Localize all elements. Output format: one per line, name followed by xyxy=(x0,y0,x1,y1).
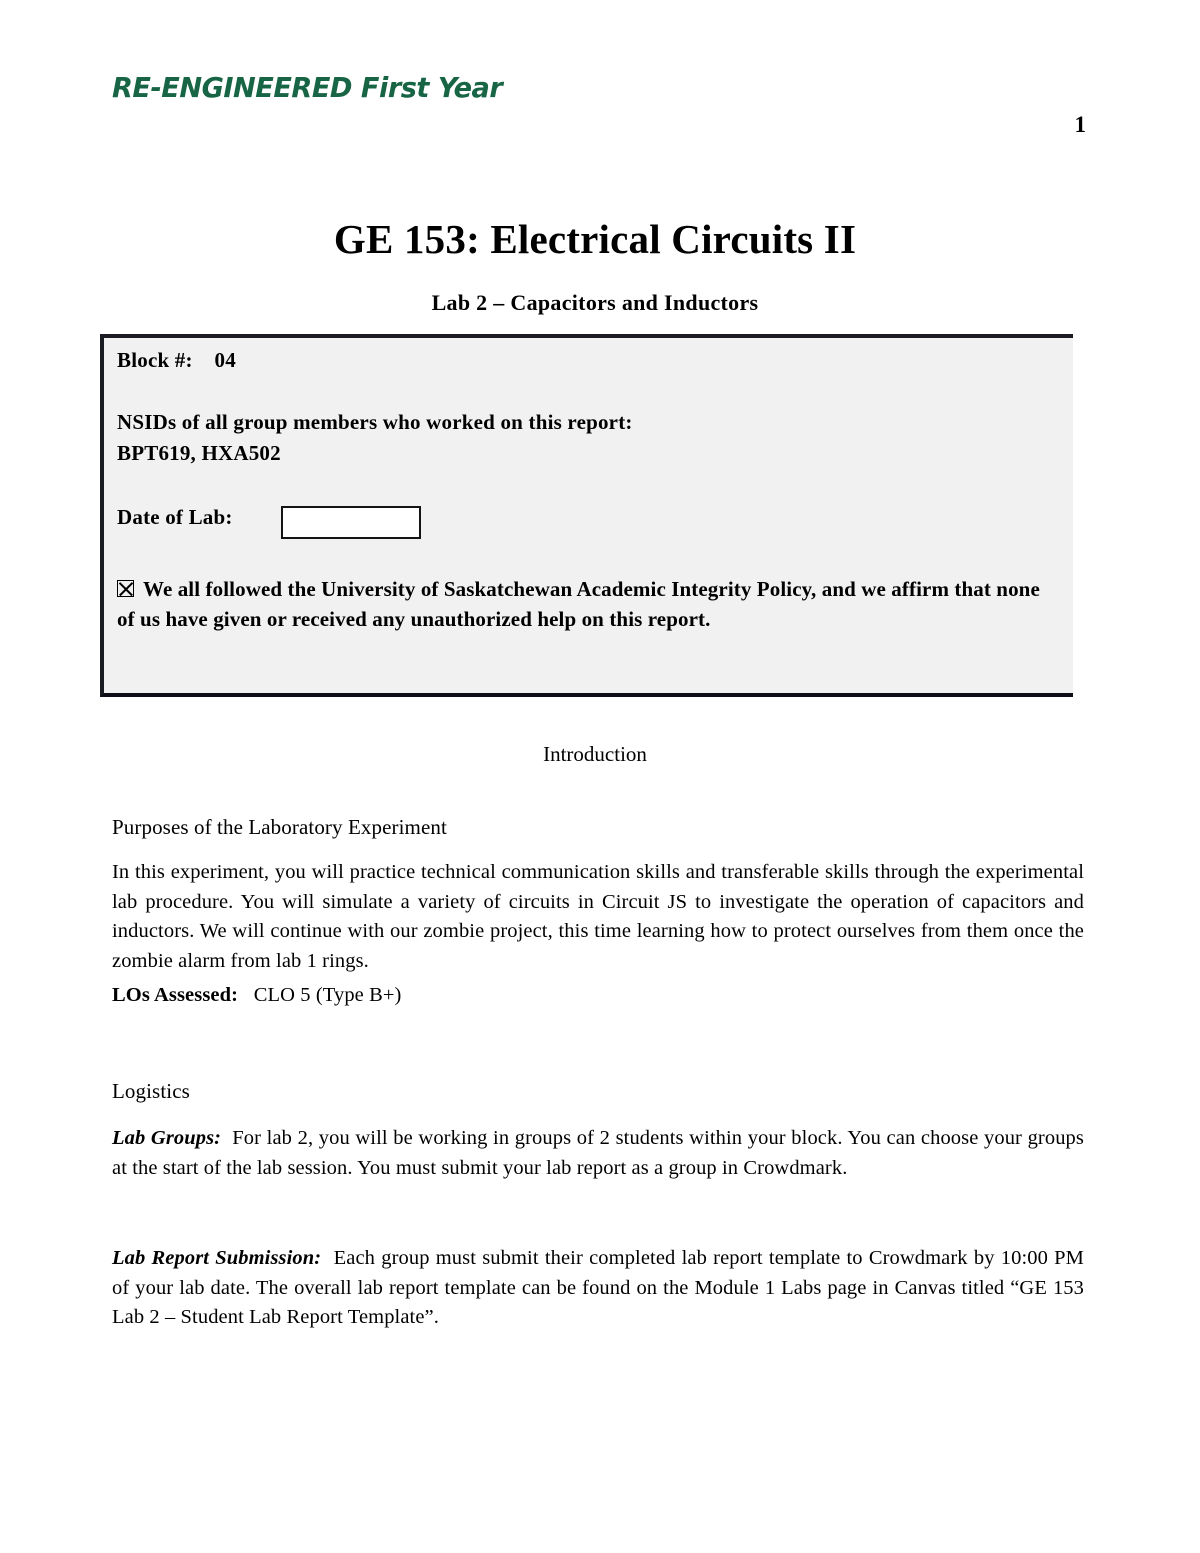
lab-groups-label: Lab Groups: xyxy=(112,1127,222,1149)
los-assessed-line xyxy=(112,984,401,1007)
block-number-label: Block #: xyxy=(117,348,193,372)
lab-report-submission-text: Each group must submit their completed lab report template to Crowdmark by 10:00 PM of your lab date. The overall lab report template can be found on the Module 1 Labs page in Canvas titled “GE 153 Lab 2 – Student Lab Report Template”. xyxy=(112,1247,1084,1328)
purposes-paragraph: In this experiment, you will practice technical communication skills and transferable skills through the experimental lab procedure. You will simulate a variety of circuits in Circuit JS to investigate the operation of capacitors and inductors. We will continue with our zombie project, this time learning how to protect ourselves from them once the zombie alarm from lab 1 rings. xyxy=(112,861,1084,972)
purposes-heading: Purposes of the Laboratory Experiment xyxy=(112,815,447,839)
re-engineered-first-year-logo: RE-ENGINEERED First Year xyxy=(112,71,503,104)
block-number-line xyxy=(117,348,236,373)
lab-subtitle: Lab 2 – Capacitors and Inductors xyxy=(431,290,759,315)
lab-report-submission-paragraph xyxy=(112,1244,1084,1333)
block-number-value: 04 xyxy=(214,348,236,372)
date-of-lab-label: Date of Lab: xyxy=(117,505,233,529)
date-of-lab-input[interactable] xyxy=(281,506,421,539)
lab-report-submission-label: Lab Report Submission: xyxy=(112,1247,322,1269)
academic-integrity-text: We all followed the University of Saskatchewan Academic Integrity Policy, and we affirm that none of us have given or received any unauthorized help on this report. xyxy=(117,577,1040,631)
checked-checkbox-icon[interactable] xyxy=(117,580,134,597)
los-assessed-value: CLO 5 (Type B+) xyxy=(253,984,402,1006)
introduction-heading: Introduction xyxy=(543,742,647,766)
nsid-value: BPT619, HXA502 xyxy=(117,441,281,465)
lab-groups-paragraph xyxy=(112,1124,1084,1183)
student-info-box xyxy=(100,334,1073,697)
page-number: 1 xyxy=(1074,112,1086,137)
nsid-label: NSIDs of all group members who worked on this report: xyxy=(117,410,633,434)
logistics-heading: Logistics xyxy=(112,1079,190,1103)
page-title: GE 153: Electrical Circuits II xyxy=(333,216,857,262)
los-assessed-label: LOs Assessed: xyxy=(112,984,239,1006)
lab-groups-text: For lab 2, you will be working in groups of 2 students within your block. You can choose your groups at the start of the lab session. You must submit your lab report as a group in Crowdmark. xyxy=(112,1127,1084,1179)
academic-integrity-statement xyxy=(117,574,1057,634)
